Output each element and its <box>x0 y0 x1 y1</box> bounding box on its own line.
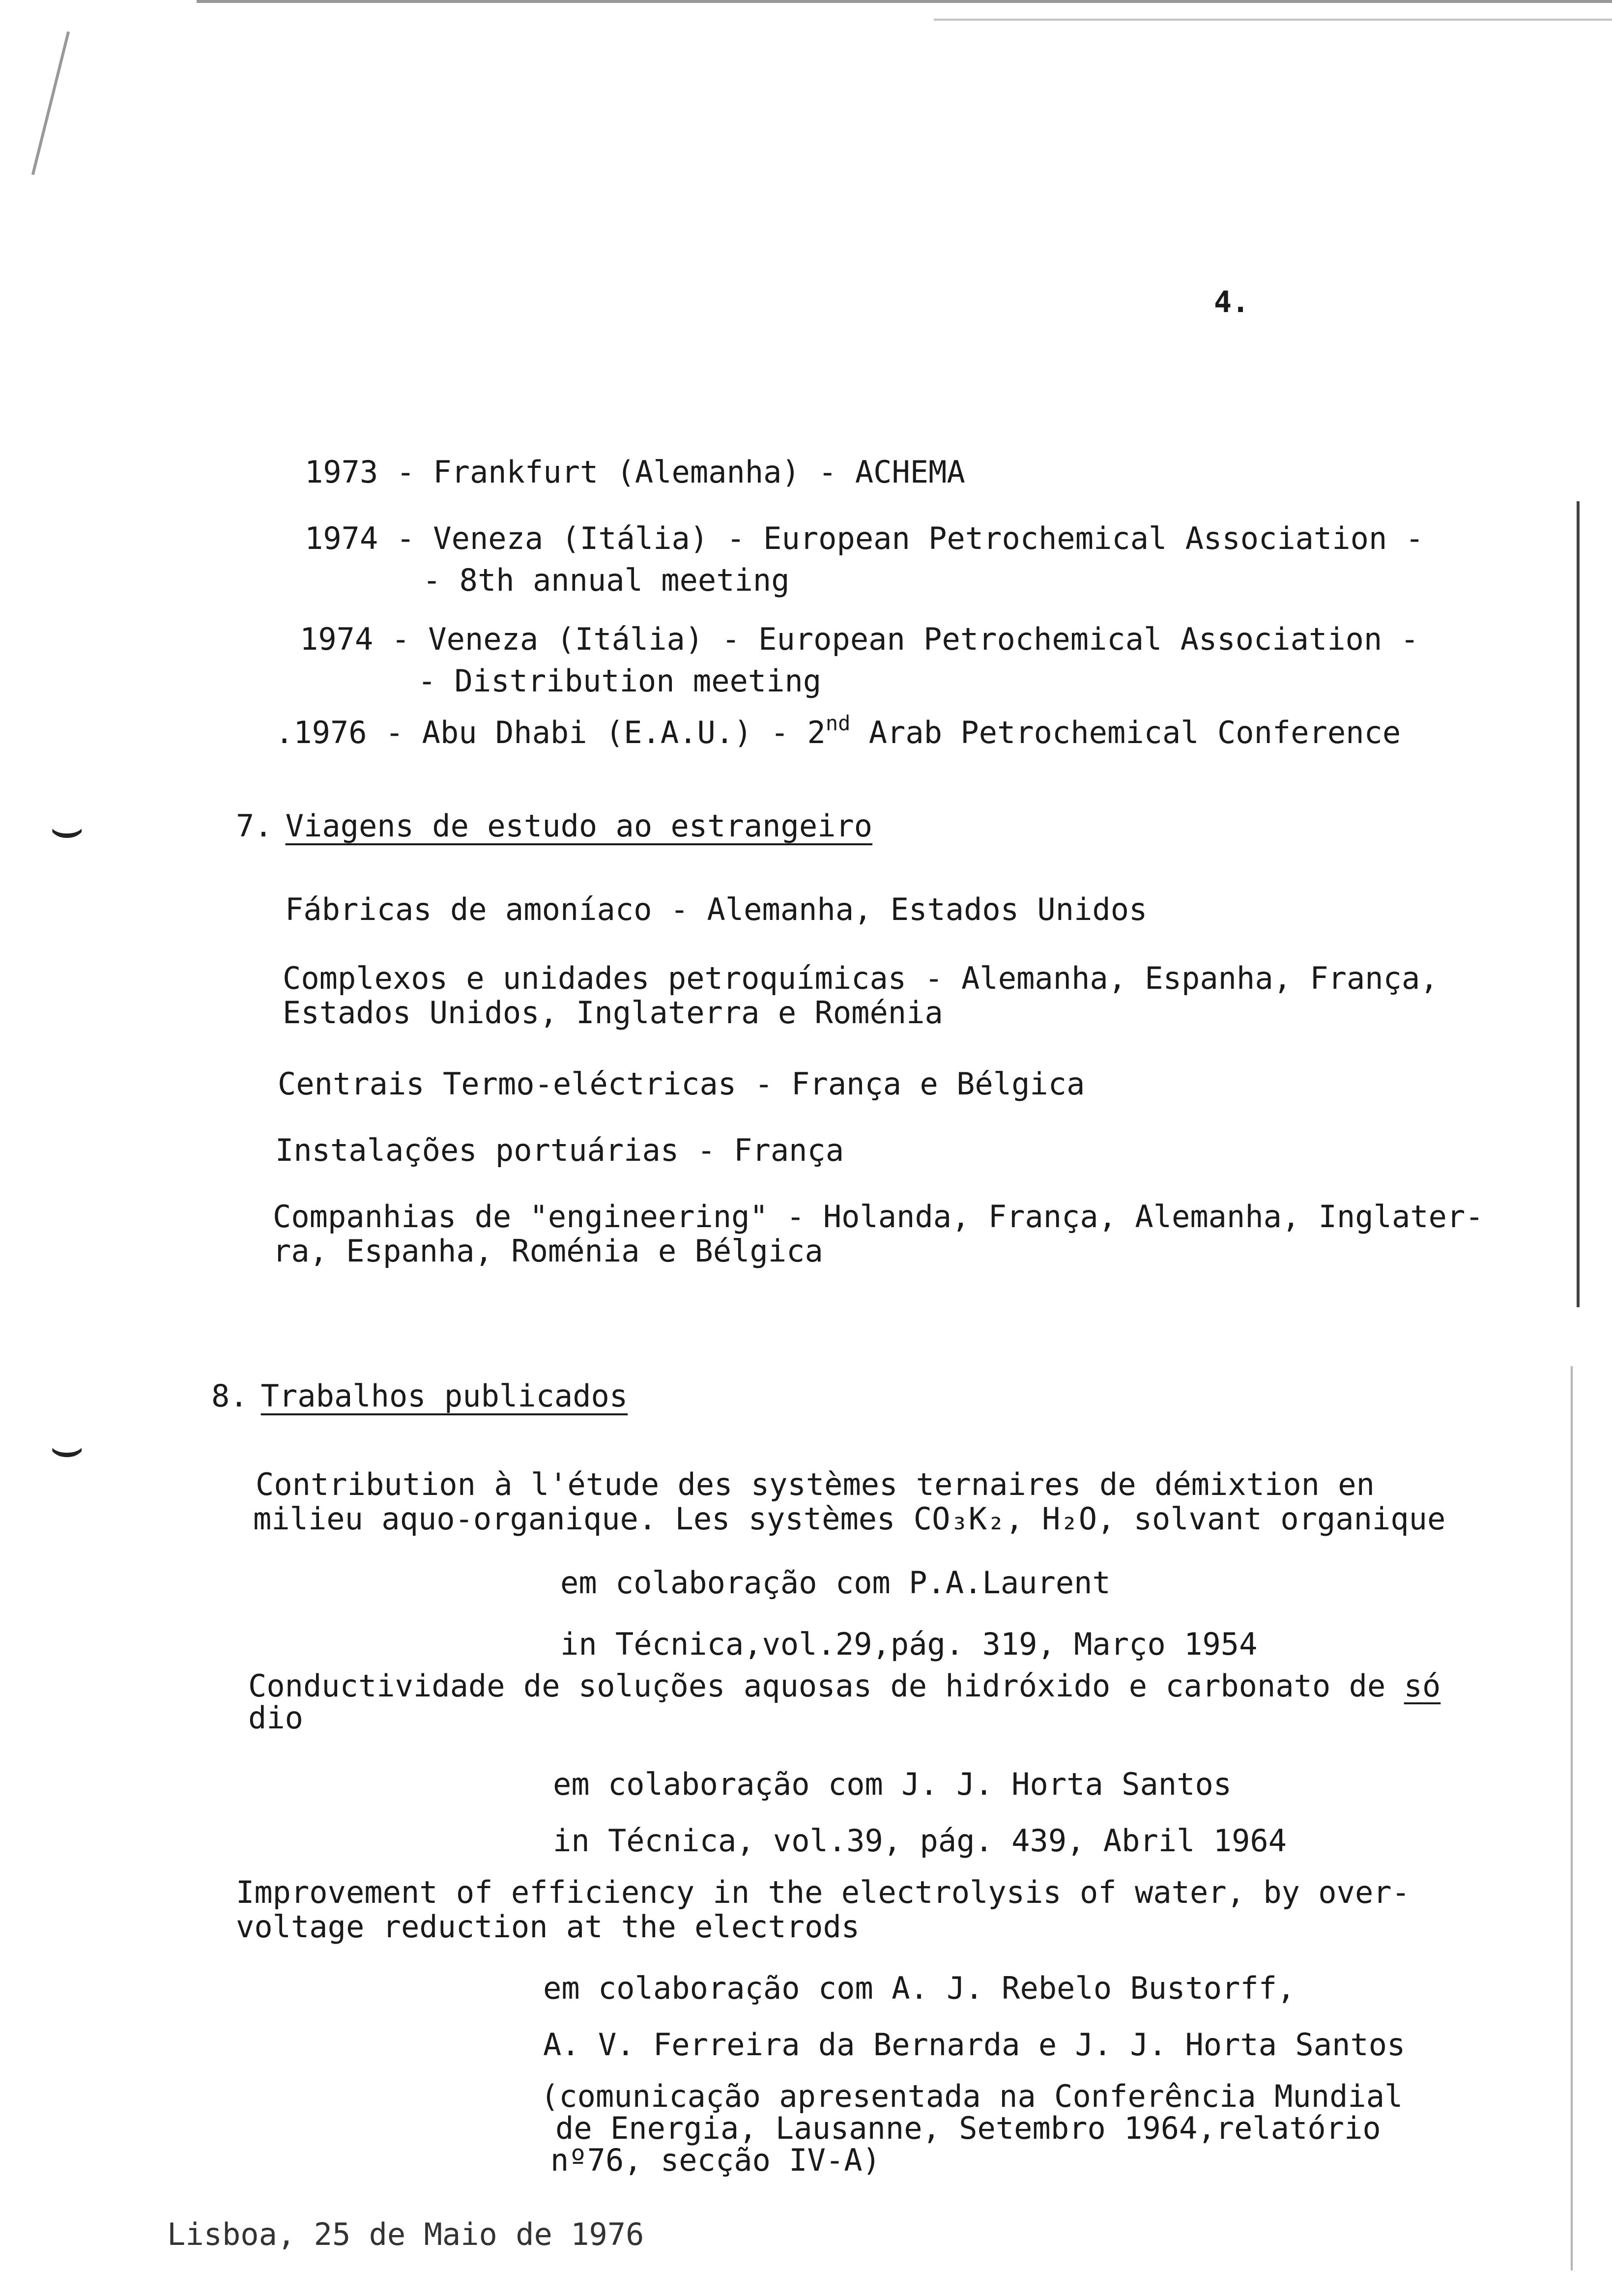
publication-1-collaboration: em colaboração com P.A.Laurent <box>560 1565 1111 1601</box>
publication-3-title-cont: voltage reduction at the electrods <box>236 1909 860 1945</box>
publication-3-note-end: nº76, secção IV-A) <box>550 2142 881 2178</box>
publication-3-collaboration: em colaboração com A. J. Rebelo Bustorff, <box>543 1970 1295 2006</box>
travel-item-2: Complexos e unidades petroquímicas - Alemanha, Espanha, França, <box>283 960 1439 996</box>
conference-item-2-cont: - 8th annual meeting <box>423 562 790 598</box>
conference-item-2: 1974 - Veneza (Itália) - European Petrochemical Association - <box>305 520 1424 556</box>
publication-3-note: (comunicação apresentada na Conferência Mundial <box>541 2078 1403 2114</box>
conference-item-4: .1976 - Abu Dhabi (E.A.U.) - 2nd Arab Petrochemical Conference <box>275 711 1401 750</box>
section-8-heading <box>211 1378 628 1414</box>
publication-2-title-cont: dio <box>248 1700 303 1736</box>
scan-top-rule-secondary <box>934 19 1612 21</box>
publication-2-collaboration: em colaboração com J. J. Horta Santos <box>553 1766 1232 1802</box>
section-7-heading <box>236 808 873 844</box>
publication-3-note-cont: de Energia, Lausanne, Setembro 1964,relatório <box>555 2110 1381 2146</box>
scan-left-mark-8: ⌣ <box>49 1415 85 1478</box>
conference-year: 1974 <box>305 520 378 556</box>
conference-item-1: 1973 - Frankfurt (Alemanha) - ACHEMA <box>305 454 965 490</box>
section-title: Trabalhos publicados <box>260 1378 628 1414</box>
publication-1-title-cont: milieu aquo-organique. Les systèmes CO₃K₂, H₂O, solvant organique <box>253 1501 1446 1537</box>
publication-1-title: Contribution à l'étude des systèmes ternaires de démixtion en <box>256 1466 1375 1502</box>
conference-text: Abu Dhabi (E.A.U.) - 2 <box>422 715 826 750</box>
conference-year: 1974 <box>300 621 374 657</box>
publication-2-title-text: Conductividade de soluções aquosas de hidróxido e carbonato de <box>248 1668 1404 1704</box>
section-title: Viagens de estudo ao estrangeiro <box>285 808 873 844</box>
scan-left-mark <box>31 31 70 175</box>
scan-left-mark-7: ⌣ <box>49 796 85 859</box>
conference-text: Veneza (Itália) - European Petrochemical Association - <box>433 520 1424 556</box>
conference-text: Veneza (Itália) - European Petrochemical Association - <box>428 621 1419 657</box>
publication-2-title-underlined: só <box>1404 1668 1441 1704</box>
travel-item-5: Companhias de "engineering" - Holanda, França, Alemanha, Inglater- <box>273 1199 1484 1234</box>
page-number: 4. <box>1214 285 1250 319</box>
scan-right-margin-line-lower <box>1571 1366 1573 2270</box>
travel-item-5-cont: ra, Espanha, Roménia e Bélgica <box>273 1233 823 1269</box>
section-number: 8. <box>211 1378 248 1414</box>
conference-item-3-cont: - Distribution meeting <box>418 663 822 699</box>
travel-item-4: Instalações portuárias - França <box>275 1132 844 1168</box>
publication-2-reference: in Técnica, vol.39, pág. 439, Abril 1964 <box>553 1823 1287 1859</box>
travel-item-3: Centrais Termo-eléctricas - França e Bélgica <box>278 1066 1085 1102</box>
conference-year: 1973 <box>305 454 378 490</box>
publication-3-title: Improvement of efficiency in the electrolysis of water, by over- <box>236 1874 1410 1910</box>
scan-right-margin-line <box>1577 501 1580 1307</box>
publication-1-reference: in Técnica,vol.29,pág. 319, Março 1954 <box>560 1626 1258 1662</box>
publication-2-title <box>248 1668 1441 1704</box>
publication-3-collaboration-cont: A. V. Ferreira da Bernarda e J. J. Horta Santos <box>543 2027 1406 2063</box>
conference-text-end: Arab Petrochemical Conference <box>850 715 1401 750</box>
conference-item-3: 1974 - Veneza (Itália) - European Petrochemical Association - <box>300 621 1419 657</box>
section-number: 7. <box>236 808 273 844</box>
ordinal-suffix: nd <box>825 711 851 735</box>
place-and-date: Lisboa, 25 de Maio de 1976 <box>167 2216 644 2252</box>
travel-item-1: Fábricas de amoníaco - Alemanha, Estados Unidos <box>285 891 1148 927</box>
travel-item-2-cont: Estados Unidos, Inglaterra e Roménia <box>283 995 943 1031</box>
scan-top-rule <box>197 0 1612 3</box>
conference-year: .1976 <box>275 715 367 750</box>
conference-text: Frankfurt (Alemanha) - ACHEMA <box>433 454 965 490</box>
